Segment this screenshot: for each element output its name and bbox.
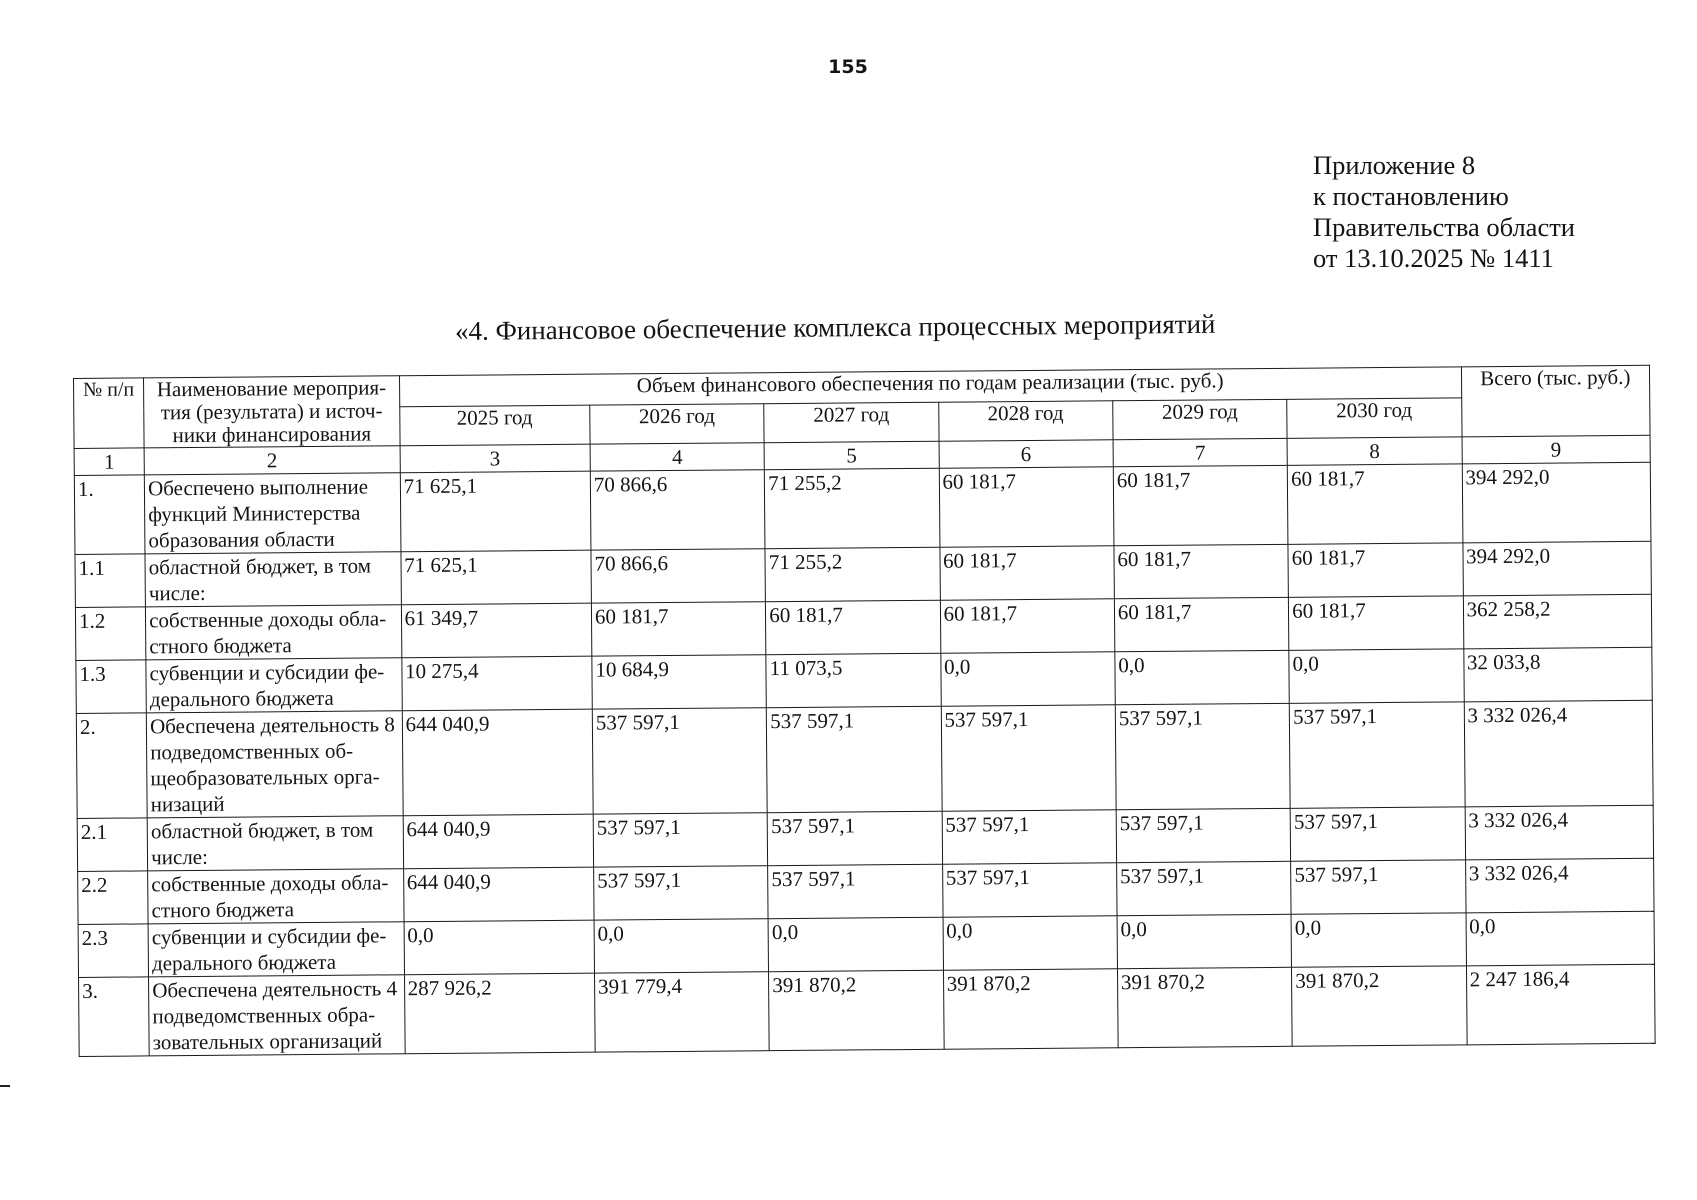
appendix-line: Приложение 8 bbox=[1313, 150, 1476, 180]
appendix-note bbox=[1313, 150, 1575, 274]
row-value: 644 040,9 bbox=[403, 867, 594, 922]
row-value: 537 597,1 bbox=[941, 705, 1116, 811]
row-total: 0,0 bbox=[1466, 911, 1655, 966]
header-year: 2026 год bbox=[590, 404, 765, 444]
header-volume: Объем финансового обеспечения по годам реализации (тыс. руб.) bbox=[399, 367, 1461, 407]
row-value: 391 870,2 bbox=[1117, 967, 1292, 1047]
row-value: 0,0 bbox=[943, 916, 1118, 970]
column-number: 4 bbox=[590, 443, 765, 471]
table-row bbox=[79, 964, 1656, 1056]
column-number: 6 bbox=[939, 440, 1114, 468]
header-year: 2030 год bbox=[1287, 398, 1462, 438]
row-value: 71 625,1 bbox=[401, 550, 592, 605]
row-number: 2.1 bbox=[77, 818, 148, 872]
row-number: 2.3 bbox=[78, 924, 149, 978]
table-body bbox=[74, 462, 1655, 1056]
row-value: 0,0 bbox=[1115, 650, 1290, 704]
row-value: 537 597,1 bbox=[593, 813, 768, 867]
row-value: 60 181,7 bbox=[766, 600, 941, 654]
row-value: 0,0 bbox=[404, 920, 595, 975]
row-value: 391 870,2 bbox=[1292, 966, 1467, 1046]
row-value: 11 073,5 bbox=[766, 653, 941, 707]
row-value: 644 040,9 bbox=[403, 814, 594, 869]
row-value: 60 181,7 bbox=[1288, 543, 1463, 597]
row-name: собственные доходы обла-стного бюджета bbox=[146, 605, 402, 660]
header-year: 2027 год bbox=[764, 402, 939, 442]
row-total: 362 258,2 bbox=[1463, 594, 1652, 649]
page-number: 155 bbox=[828, 56, 868, 78]
row-name: Обеспечено выполнение функций Министерства образования области bbox=[144, 473, 400, 554]
row-value: 0,0 bbox=[940, 652, 1115, 706]
row-name: Обеспечена деятельность 4 подведомственных обра-зовательных организаций bbox=[149, 975, 405, 1056]
row-value: 537 597,1 bbox=[1116, 861, 1291, 915]
row-name: областной бюджет, в том числе: bbox=[145, 552, 401, 607]
section-title: «4. Финансовое обеспечение комплекса процессных мероприятий bbox=[454, 308, 1216, 346]
row-value: 10 275,4 bbox=[401, 656, 592, 711]
row-value: 71 255,2 bbox=[765, 468, 940, 548]
row-number: 2. bbox=[76, 713, 147, 819]
header-total: Всего (тыс. руб.) bbox=[1461, 365, 1650, 437]
header-year: 2025 год bbox=[399, 405, 590, 446]
row-name: собственные доходы обла-стного бюджета bbox=[148, 869, 404, 924]
row-value: 537 597,1 bbox=[942, 863, 1117, 917]
row-name: Обеспечена деятельность 8 подведомственных об-щеобразовательных орга-низаций bbox=[146, 711, 402, 818]
header-name: Наименование мероприя-тия (результата) и источ-ники финансирования bbox=[144, 376, 400, 448]
row-number: 1.3 bbox=[76, 660, 147, 714]
row-value: 537 597,1 bbox=[767, 706, 942, 812]
row-name: субвенции и субсидии фе-дерального бюджета bbox=[146, 658, 402, 713]
row-number: 1. bbox=[74, 475, 145, 555]
row-value: 71 625,1 bbox=[400, 471, 591, 552]
row-value: 537 597,1 bbox=[594, 866, 769, 920]
row-number: 1.1 bbox=[75, 554, 146, 608]
column-number: 9 bbox=[1462, 435, 1651, 464]
row-value: 60 181,7 bbox=[1287, 464, 1462, 544]
row-value: 10 684,9 bbox=[592, 655, 767, 709]
row-total: 394 292,0 bbox=[1462, 541, 1651, 596]
row-value: 537 597,1 bbox=[1116, 808, 1291, 862]
row-value: 70 866,6 bbox=[590, 470, 765, 550]
row-value: 60 181,7 bbox=[1114, 544, 1289, 598]
appendix-line: к постановлению bbox=[1313, 181, 1509, 211]
header-no: № п/п bbox=[74, 378, 145, 449]
appendix-line: от 13.10.2025 № 1411 bbox=[1313, 243, 1554, 273]
row-value: 537 597,1 bbox=[592, 708, 767, 814]
row-value: 537 597,1 bbox=[1289, 702, 1464, 808]
row-number: 1.2 bbox=[75, 607, 146, 661]
row-value: 60 181,7 bbox=[591, 602, 766, 656]
row-value: 60 181,7 bbox=[1289, 596, 1464, 650]
column-number: 8 bbox=[1287, 437, 1462, 465]
row-total: 3 332 026,4 bbox=[1464, 700, 1653, 807]
row-name: субвенции и субсидии фе-дерального бюджета bbox=[148, 922, 404, 977]
row-number: 2.2 bbox=[78, 871, 149, 925]
row-value: 0,0 bbox=[768, 917, 943, 971]
column-number: 1 bbox=[74, 448, 144, 476]
appendix-line: Правительства области bbox=[1313, 212, 1575, 242]
row-total: 32 033,8 bbox=[1463, 647, 1652, 702]
row-value: 537 597,1 bbox=[768, 864, 943, 918]
row-value: 391 870,2 bbox=[943, 969, 1118, 1049]
row-total: 2 247 186,4 bbox=[1466, 964, 1655, 1045]
row-value: 0,0 bbox=[1291, 913, 1466, 967]
table-container bbox=[73, 365, 1656, 1057]
column-number: 3 bbox=[400, 444, 591, 473]
header-year: 2029 год bbox=[1113, 399, 1288, 439]
row-value: 391 870,2 bbox=[769, 970, 944, 1050]
row-value: 537 597,1 bbox=[1115, 703, 1290, 809]
row-value: 0,0 bbox=[1289, 649, 1464, 703]
row-value: 71 255,2 bbox=[765, 547, 940, 601]
row-value: 537 597,1 bbox=[1291, 860, 1466, 914]
margin-mark bbox=[0, 1085, 10, 1087]
row-value: 644 040,9 bbox=[402, 709, 593, 816]
row-value: 537 597,1 bbox=[942, 810, 1117, 864]
column-number: 7 bbox=[1113, 438, 1288, 466]
row-value: 0,0 bbox=[594, 919, 769, 973]
row-value: 60 181,7 bbox=[940, 599, 1115, 653]
column-number: 5 bbox=[764, 441, 939, 469]
row-value: 60 181,7 bbox=[1113, 465, 1288, 545]
row-number: 3. bbox=[79, 977, 150, 1057]
row-value: 287 926,2 bbox=[404, 973, 595, 1054]
row-total: 394 292,0 bbox=[1462, 462, 1651, 543]
row-value: 60 181,7 bbox=[940, 546, 1115, 600]
financing-table bbox=[73, 365, 1656, 1057]
column-number: 2 bbox=[144, 446, 400, 475]
header-year: 2028 год bbox=[938, 401, 1113, 441]
row-value: 70 866,6 bbox=[591, 549, 766, 603]
table-row bbox=[74, 462, 1651, 554]
row-total: 3 332 026,4 bbox=[1465, 858, 1654, 913]
row-total: 3 332 026,4 bbox=[1465, 805, 1654, 860]
row-value: 0,0 bbox=[1117, 914, 1292, 968]
row-value: 60 181,7 bbox=[1114, 597, 1289, 651]
row-value: 61 349,7 bbox=[401, 603, 592, 658]
row-value: 537 597,1 bbox=[767, 811, 942, 865]
row-value: 391 779,4 bbox=[594, 972, 769, 1052]
row-value: 537 597,1 bbox=[1290, 807, 1465, 861]
table-row bbox=[76, 700, 1653, 818]
row-value: 60 181,7 bbox=[939, 467, 1114, 547]
row-name: областной бюджет, в том числе: bbox=[147, 816, 403, 871]
